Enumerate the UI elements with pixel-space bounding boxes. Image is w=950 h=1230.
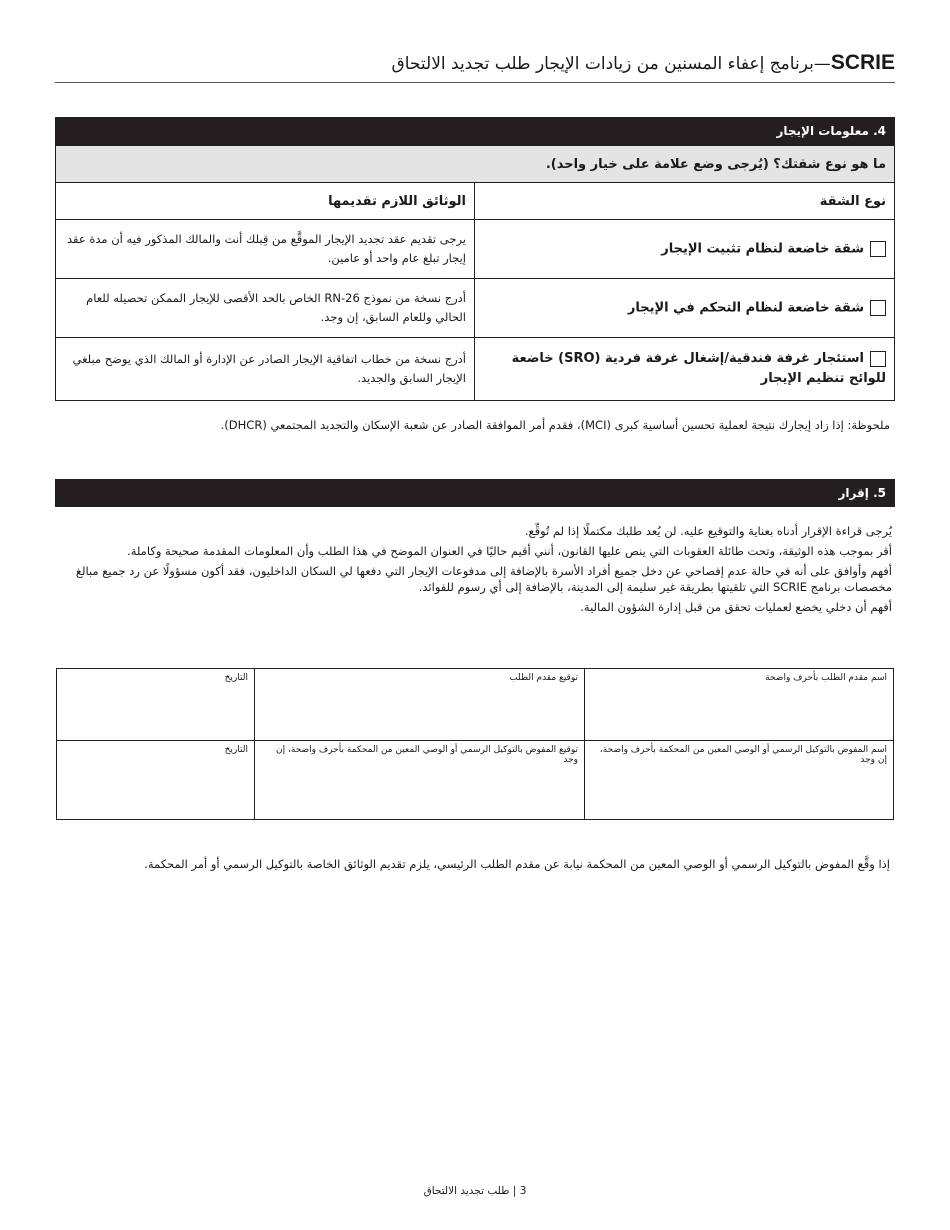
brand-name: SCRIE [830,51,895,74]
signature-table [56,668,894,820]
checkbox-rent-controlled[interactable] [870,300,886,316]
field-label: اسم المفوض بالتوكيل الرسمي أو الوصي المعين من المحكمة بأحرف واضحة، إن وجد [599,745,887,765]
date-field[interactable] [57,741,255,820]
option-label: شقة خاضعة لنظام التحكم في الإيجار [627,300,864,316]
option-label: استئجار غرفة فندقية/إشغال غرفة فردية (SRO) خاضعة للوائح تنظيم الإيجار [511,351,886,386]
checkbox-sro[interactable] [870,351,886,367]
option-rent-stabilized[interactable] [475,220,895,279]
representative-signature-field[interactable] [255,741,585,820]
option-label: شقة خاضعة لنظام تثبيت الإيجار [661,241,864,257]
section-4-heading: 4. معلومات الإيجار [55,117,895,145]
page-header [55,48,895,83]
apartment-type-question: ما هو نوع شقتك؟ (يُرجى وضع علامة على خيار واحد). [56,146,895,183]
option-rent-controlled[interactable] [475,279,895,338]
field-label: توقيع مقدم الطلب [509,673,578,683]
page-title-text: —برنامج إعفاء المسنين من زيادات الإيجار طلب تجديد الالتحاق [391,54,831,74]
field-label: التاريخ [224,673,248,683]
declaration-text [58,523,892,619]
declaration-paragraph: أقر بموجب هذه الوثيقة، وتحت طائلة العقوبات التي ينص عليها القانون، أنني أقيم حاليًا في العنوان الموضح في هذا الطلب وأن المعلومات المقدمة صحيحة وكاملة. [127,544,892,558]
documents-text: أدرج نسخة من نموذج RN-26 الخاص بالحد الأقصى للإيجار الممكن تحصيله للعام الحالي وللعام السابق، إن وجد. [56,279,475,338]
table-row [56,279,895,338]
applicant-signature-field[interactable] [255,669,585,741]
date-field[interactable] [57,669,255,741]
page-title [392,51,895,75]
field-label: التاريخ [224,745,248,755]
field-label: اسم مقدم الطلب بأحرف واضحة [765,673,887,683]
apartment-type-table [55,145,895,401]
table-row [56,220,895,279]
column-header-documents: الوثائق اللازم تقديمها [56,183,475,220]
documents-text: أدرج نسخة من خطاب اتفاقية الإيجار الصادر عن الإدارة أو المالك الذي يوضح مبلغي الإيجار السابق والجديد. [56,338,475,401]
representative-name-field[interactable] [585,741,894,820]
declaration-paragraph: أفهم وأوافق على أنه في حالة عدم إفصاحي عن دخل جميع أفراد الأسرة بالإضافة إلى مدفوعات الإيجار التي دفعها لي السكان الداخليون، فقد أكون مسؤولًا عن رد جميع مبالغ مخصصات برنامج SCRIE التي تلقيتها بطريقة غير سليمة إلى المدينة، بالإضافة إلى أي رسوم للفوائد. [75,564,892,594]
checkbox-rent-stabilized[interactable] [870,241,886,257]
column-header-apartment-type: نوع الشقة [475,183,895,220]
documents-text: يرجى تقديم عقد تجديد الإيجار الموقَّع من قِبلك أنت والمالك المذكور فيه أن مدة عقد إيجار تبلغ عام واحد أو عامين. [56,220,475,279]
declaration-paragraph: أفهم أن دخلي يخضع لعمليات تحقق من قبل إدارة الشؤون المالية. [580,600,892,614]
section-5-heading: 5. إقرار [55,479,895,507]
option-sro[interactable] [475,338,895,401]
power-of-attorney-note: إذا وقَّع المفوض بالتوكيل الرسمي أو الوصي المعين من المحكمة نيابة عن مقدم الطلب الرئيسي، يلزم تقديم الوثائق الخاصة بالتوكيل الرسمي أو أمر المحكمة. [144,857,890,871]
mci-note: ملحوظة: إذا زاد إيجارك نتيجة لعملية تحسين أساسية كبرى (MCI)، فقدم أمر الموافقة الصادر عن شعبة الإسكان والتجديد المجتمعي (DHCR). [220,418,890,432]
applicant-name-field[interactable] [585,669,894,741]
table-row [56,338,895,401]
declaration-paragraph: يُرجى قراءة الإقرار أدناه بعناية والتوقيع عليه. لن يُعد طلبك مكتملًا إذا لم تُوقِّع. [524,524,892,538]
field-label: توقيع المفوض بالتوكيل الرسمي أو الوصي المعين من المحكمة بأحرف واضحة، إن وجد [276,745,578,765]
page-footer: 3 | طلب تجديد الالتحاق [423,1185,527,1197]
